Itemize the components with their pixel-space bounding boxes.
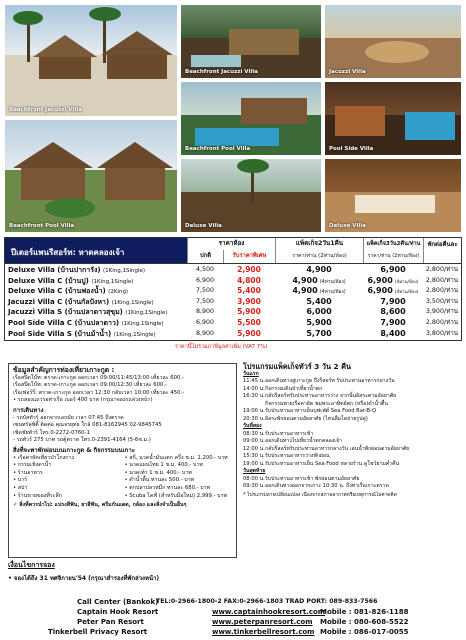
photo-caption: Beachfront Pool Villa xyxy=(185,146,251,152)
schedule-item xyxy=(243,386,461,394)
contact-mobile: Mobile : 081-826-1188 xyxy=(320,608,409,616)
photo-caption: Beachfront Jacuzzi Villa xyxy=(9,107,82,113)
booking-conditions xyxy=(8,560,159,583)
schedule-desc: กิจกรรมพายเรือคายัค ชมพระอาทิตย์ตก (หรือ)ดำน้ำตื้น xyxy=(265,400,388,407)
schedule-time: 09:00 น. xyxy=(243,438,265,444)
photo-deluxe-villa-2 xyxy=(324,158,462,233)
schedule-desc: กลับรีสอร์ทรับประทานอาหารกลางวัน เล่นน้ำพักผ่อนตามอัธยาศัย xyxy=(265,445,410,452)
price-extra-night: 3,900/ท่าน xyxy=(425,308,459,316)
website-link[interactable]: www.tinkerbellresort.com xyxy=(212,628,315,636)
package-2d1n-value: 4,900 xyxy=(292,286,318,296)
villa-name-text: Jacuzzi Villa C (บ้านกัลปังหา) xyxy=(8,297,110,306)
table-row xyxy=(5,276,461,286)
schedule-item xyxy=(243,393,461,401)
table-row xyxy=(5,318,461,328)
header-per-person-3d2n: ราคา/ท่าน (2ท่าน/ห้อง) xyxy=(363,250,423,263)
package-2d1n-value: 4,900 xyxy=(306,265,332,274)
price-normal: 8,900 xyxy=(195,308,215,316)
photo-caption: Deluxe Villa xyxy=(329,223,366,229)
ferry-line: • รถสองแถวรอท่าเรือ เบอร์ 400 บาท (กรุณาจองรถล่วงหน้า) xyxy=(13,397,153,404)
photo-beachfront-pool-villa xyxy=(180,81,322,156)
photo-beachfront-jacuzzi-villa xyxy=(4,4,178,117)
price-special: 5,500 xyxy=(237,318,261,327)
package-3d2n-value: 7,900 xyxy=(380,318,406,327)
price-special: 5,900 xyxy=(237,307,261,317)
schedule-item xyxy=(243,408,461,416)
contact-name: Captain Hook Resort xyxy=(77,608,159,616)
photo-caption: Beachfront Jacuzzi Villa xyxy=(185,69,258,75)
header-normal: ปกติ xyxy=(187,250,223,263)
table-row xyxy=(5,307,461,317)
activities-right xyxy=(125,455,233,501)
things-to-bring: ✓ สิ่งที่ควรนำไป: แปรงสีฟัน, ยาสีฟัน, ครีมกันแดด, กล้อง และสิ่งจำเป็นอื่นๆ xyxy=(13,502,187,509)
day2-label: วันที่สอง xyxy=(243,423,262,429)
activity-price-item: • นวดเท้า 1 ช.ม. 400.- บาท xyxy=(124,469,192,476)
header-special: รับราคาพิเศษ xyxy=(223,250,275,263)
package-2d1n-value: 6,000 xyxy=(306,307,332,317)
price-extra-night: 3,800/ท่าน xyxy=(425,329,459,337)
schedule-desc: รับประทานอาหารเช้า พักผ่อนตามอัธยาศัย xyxy=(265,475,360,482)
activity-price-item: • ดำน้ำตื้น ท่านละ 500.- บาท xyxy=(124,477,195,484)
ferry-line: เรือสปีดโบ๊ท: ตราด-เกาะกูด ออกเวลา 09:00/11:45/13:00 เที่ยวละ 600.- xyxy=(13,374,184,381)
schedule-time: 14:00 น. xyxy=(243,385,265,392)
price-special: 2,900 xyxy=(237,265,261,274)
price-extra-night: 2,800/ท่าน xyxy=(425,287,459,295)
travel-info-heading: ข้อมูลสำคัญการท่องเที่ยวเกาะกูด : xyxy=(13,366,115,374)
photo-caption: Beachfront Pool Villa xyxy=(9,223,75,229)
price-table xyxy=(4,237,462,341)
price-normal: 6,900 xyxy=(195,319,215,326)
activity-item: • ร้านขายของที่ระลึก xyxy=(13,492,62,499)
schedule-item xyxy=(243,476,461,484)
package-2d1n-value: 5,700 xyxy=(306,328,332,338)
schedule-time: 08:00 น. xyxy=(243,475,265,482)
website-link[interactable]: www.captainhookresort.com xyxy=(212,608,326,616)
package-3d2n-note: (4ท่าน/ห้อง) xyxy=(394,290,419,296)
bus-line: - รถทัวร์ 275 บาท รถตู้ตราด โทร.0-2391-4164 (5-6ช.ม.) xyxy=(13,437,151,444)
schedule-item xyxy=(243,378,461,386)
schedule-time: 20:30 น. xyxy=(243,415,265,422)
contact-phone: TEL:0-2966-1800-2 FAX:0-2966-1803 TRAD PORT: 089-833-7566 xyxy=(156,598,378,605)
activity-item: • สปา xyxy=(13,484,28,491)
schedule-item xyxy=(243,453,461,461)
package-3d2n-price xyxy=(363,329,423,341)
schedule-desc: รับประทานอาหารว่างพักผ่อน xyxy=(265,453,330,459)
header-package-2d1n: แพ็คเก็จ2วัน1คืน xyxy=(275,238,363,250)
ferry-list xyxy=(13,375,232,405)
photo-jacuzzi-villa xyxy=(324,4,462,79)
bus-line: เชิดชัยทัวร์ โทร.0-2272-0760-1 xyxy=(13,429,90,436)
activity-item: • บาร์ xyxy=(13,477,27,484)
price-special: 5,400 xyxy=(237,286,261,296)
contact-mobile: Mobile : 086-017-0055 xyxy=(320,628,409,636)
price-special: 3,900 xyxy=(237,296,261,306)
activity-item: • เรือคายัคเที่ยวป่าโกงกาง xyxy=(13,454,74,461)
price-special: 4,800 xyxy=(237,275,261,285)
table-title: ปีเตอร์แพนรีสอร์ท: หาดคลองเจ้า xyxy=(5,238,187,263)
schedule-item xyxy=(243,416,461,424)
schedule-item xyxy=(243,461,461,469)
website-link[interactable]: www.peterpanresort.com xyxy=(212,618,313,626)
villa-beds: (1King,1Single) xyxy=(103,268,146,274)
schedule-desc: กิจกรรมเดินป่าเที่ยวน้ำตก xyxy=(265,385,323,392)
day3-label: วันสุดท้าย xyxy=(243,468,266,474)
schedule-desc: รับประทานอาหารเย็นบุฟเฟ่ต์ Sea Food Bar-B-Q xyxy=(265,408,377,414)
package-3d2n-value: 6,900 xyxy=(380,265,406,274)
day1-schedule xyxy=(243,378,461,423)
schedule-time: 15:30 น. xyxy=(243,453,265,459)
activity-item: • ร้านอาหาร xyxy=(13,469,43,476)
package-2d1n-note: (4ท่าน/ห้อง) xyxy=(319,290,346,296)
day2-schedule xyxy=(243,431,461,469)
villa-beds: (2King) xyxy=(108,289,129,296)
schedule-desc: ออกเดินทางสู่เกาะกูด ถึงรีสอร์ท รับประทานอาหารกลางวัน xyxy=(265,378,395,384)
package-3d2n-note: (4ท่าน/ห้อง) xyxy=(394,279,419,285)
travel-info-box xyxy=(8,363,237,558)
package-3d2n-value: 8,400 xyxy=(380,328,406,338)
activities-left xyxy=(13,455,121,501)
photo-caption: Jacuzzi Villa xyxy=(329,69,366,75)
schedule-time: 12:00 น. xyxy=(243,445,265,452)
booking-heading: เงื่อนไขการจอง xyxy=(8,561,55,569)
price-extra-night: 3,500/ท่าน xyxy=(425,297,459,305)
price-extra-night: 2,800/ท่าน xyxy=(425,319,459,326)
schedule-desc: ออกเดินทางออกจากเกาะ 10:30 น. ถึงท่าเรือเกาะตราด xyxy=(265,483,389,489)
package-2d1n-value: 5,400 xyxy=(306,296,332,306)
header-extra-night: พักต่อคืนละ xyxy=(423,238,461,263)
bus-line: - รถบัสทัวร์ ออกจากเอกมัย เวลา 07:45 ถึงตราด xyxy=(13,414,124,421)
table-row xyxy=(5,265,461,275)
table-row xyxy=(5,329,461,339)
package-2d1n-price xyxy=(275,329,363,341)
photo-beachfront-jacuzzi-villa-2 xyxy=(180,4,322,79)
price-extra-night: 2,800/ท่าน xyxy=(425,266,459,273)
ferry-line: เรือสปีดโบ๊ท: ตราด-เกาะกูด ออกเวลา 09:00/12:30 เที่ยวละ 600.- xyxy=(13,382,167,389)
package-2d1n-value: 5,900 xyxy=(306,318,332,327)
activity-item: • กรรมเชิงดาน้ำ xyxy=(13,462,52,469)
villa-name-text: Deluxe Villa (บ้านปาการัง) xyxy=(8,266,101,274)
bus-list xyxy=(13,415,232,445)
contact-mobile: Mobile : 080-608-5522 xyxy=(320,618,409,626)
schedule-item xyxy=(243,431,461,439)
booking-line: • จองได้ถึง 31 ทศจิกายน'54 (กรุณาสำรองที่พักล่วงหน้า) xyxy=(8,575,160,582)
program-footnote: * โปรแกรมอาจเปลี่ยนแปลง เนื่องจากสภาพอากาศหรือเหตุการณ์ไม่คาดคิด xyxy=(243,492,397,498)
schedule-item xyxy=(243,401,461,409)
price-normal: 7,500 xyxy=(195,287,215,295)
table-row xyxy=(5,297,461,307)
day1-label: วันแรก xyxy=(243,370,259,377)
activity-price-item: • Scuba ไดฟ์ (สำหรับมือใหม่) 2,999.- บาท xyxy=(124,492,228,499)
schedule-desc: กลับรีสอร์ทรับประทานอาหารว่าง จากนั้นอิสระตามอัธยาศัย xyxy=(265,393,397,399)
package-2d1n-note: (4ท่าน/ห้อง) xyxy=(319,279,346,285)
contact-name: Call Center (Bankok) xyxy=(77,598,159,606)
schedule-item xyxy=(243,446,461,454)
header-room-price: ราคาห้อง xyxy=(187,238,275,250)
schedule-time: 11:45 น. xyxy=(243,378,265,384)
header-package-3d2n: แพ็คเก็จ3วัน2คืน/ท่าน xyxy=(363,238,423,250)
price-normal: 8,900 xyxy=(195,329,215,337)
schedule-time: 19:00 น. xyxy=(243,460,265,467)
photo-deluxe-villa xyxy=(180,158,322,233)
schedule-time: 08:30 น. xyxy=(243,430,265,437)
villa-beds: (1King,1Single) xyxy=(113,331,156,338)
schedule-time: 19:00 น. xyxy=(243,408,265,414)
villa-name-text: Pool Side Villa C (บ้านปลาดาว) xyxy=(8,319,120,327)
package-3d2n-value: 7,900 xyxy=(380,296,406,306)
photo-caption: Deluxe Villa xyxy=(185,223,222,229)
vat-note: ราคานี้ไม่รวมภาษีมูลค่าเพิ่ม (VAT 7%) xyxy=(175,344,268,350)
schedule-item xyxy=(243,438,461,446)
tour-program xyxy=(243,363,461,573)
schedule-time: 09:30 น. xyxy=(243,483,265,489)
villa-beds: (1King,1Single) xyxy=(121,321,164,327)
photo-pool-side-villa xyxy=(324,81,462,156)
price-normal: 6,900 xyxy=(195,276,215,284)
villa-name-text: Jacuzzi Villa S (บ้านปลาดาวสุขุม) xyxy=(8,308,123,317)
activity-price-item: • สกี, นวดน้ำมันแตก ครึ่ง ช.ม. 1,200.- บาท xyxy=(124,454,228,461)
schedule-desc: อิสระพักผ่อนตามอัธยาศัย (ไหนลืมไดถ่ายรูปคู่) xyxy=(265,415,368,422)
villa-beds: (1King,1Single) xyxy=(111,299,154,306)
schedule-desc: รับประทานอาหารเย็น Sea Food หลายร้าน ดูโชว์ยามค่ำคืน xyxy=(265,460,400,467)
contact-name: Peter Pan Resort xyxy=(77,618,144,626)
schedule-item xyxy=(243,483,461,491)
bus-label: การเดินทาง xyxy=(13,406,44,414)
price-extra-night: 2,800/ท่าน xyxy=(425,276,459,284)
table-row xyxy=(5,286,461,296)
villa-beds: (1King,1Single) xyxy=(91,278,134,285)
photo-beachfront-pool-villa-2 xyxy=(4,119,178,233)
header-per-person-2d1n: ราคา/ท่าน (2ท่าน/ห้อง) xyxy=(275,250,363,263)
package-3d2n-value: 8,600 xyxy=(380,307,406,317)
villa-name-text: Deluxe Villa C (บ้านฟองน้ำ) xyxy=(8,287,106,296)
activities-heading: สิ่งที่จะพาพักผ่อนบนเกาะกูด & กิจกรรมบนเกาะ xyxy=(13,446,135,454)
activity-price-item: • ตกปลาปลาหมึก ท่านละ 680.- บาท xyxy=(124,484,211,491)
package-3d2n-value: 6,900 xyxy=(367,275,393,285)
price-normal: 4,500 xyxy=(195,266,215,273)
photo-caption: Pool Side Villa xyxy=(329,146,374,152)
schedule-time: 16:30 น. xyxy=(243,393,265,399)
villa-beds: (1King,1Single) xyxy=(125,310,168,317)
price-normal: 7,500 xyxy=(195,297,215,305)
package-3d2n-value: 6,900 xyxy=(367,286,393,296)
activity-price-item: • นวดแผนไทย 1 ช.ม. 400.- บาท xyxy=(124,462,203,469)
contact-name: Tinkerbell Privacy Resort xyxy=(48,628,148,636)
ferry-line: เรือเฟอร์รี่: ตราด-เกาะกูด ออกเวลา 12:30 กลับเวลา 10:00 เที่ยวละ 450.- xyxy=(13,389,185,396)
tour-program-heading: โปรแกรมแพ็คเก็จทัวร์ 3 วัน 2 คืน xyxy=(243,362,351,371)
schedule-desc: ออกเดินทางไปเที่ยวน้ำตกคลองเจ้า xyxy=(265,438,342,444)
villa-name-text: Deluxe Villa C (บ้านปู) xyxy=(8,276,89,285)
schedule-desc: รับประทานอาหารเช้า xyxy=(265,430,314,437)
schedule-time xyxy=(243,401,265,409)
villa-name xyxy=(8,329,156,340)
day3-schedule xyxy=(243,476,461,491)
villa-name-text: Pool Side Villa S (บ้านม้าน้ำ) xyxy=(8,329,112,338)
bus-line: เซนทรัลซิตี้ ติดต่อ คุณจรยุทธ ใกล้ 081-8162945 02-9845745 xyxy=(13,422,162,429)
price-special: 5,900 xyxy=(237,328,261,338)
package-2d1n-value: 4,900 xyxy=(292,275,318,285)
